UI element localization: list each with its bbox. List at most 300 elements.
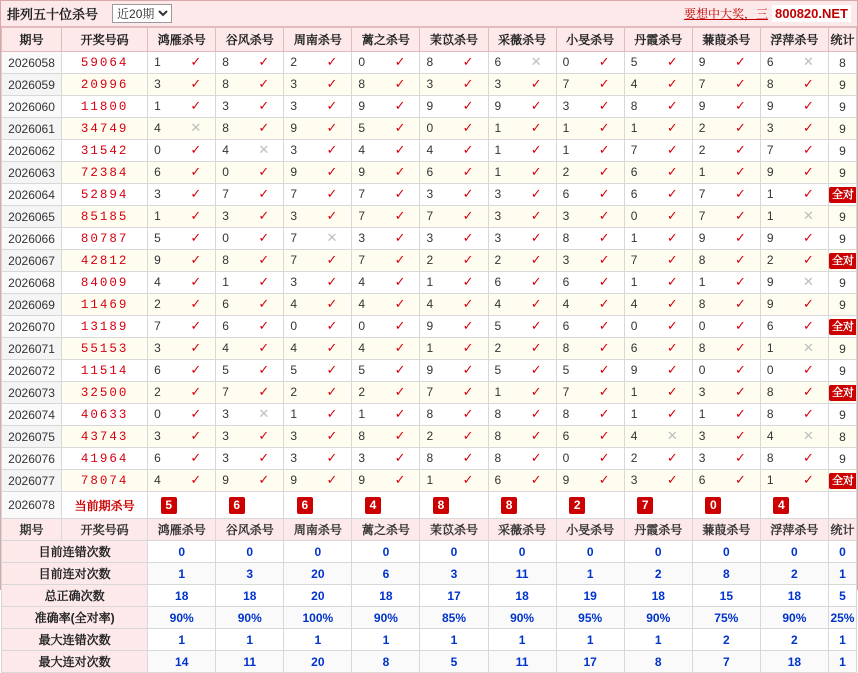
- stats-value: 90%: [488, 607, 556, 629]
- cell-kill-number: [760, 470, 828, 492]
- cell-kill-number: [216, 140, 284, 162]
- cell-kill-number: [488, 448, 556, 470]
- stats-total: 1: [828, 651, 856, 673]
- kill-number-value: 6: [562, 319, 570, 333]
- col-k6: 采薇杀号: [488, 28, 556, 52]
- check-icon: ✓: [190, 362, 202, 377]
- stats-value: 1: [556, 563, 624, 585]
- current-kill-badge: 8: [501, 497, 517, 514]
- cell-kill-number: [148, 338, 216, 360]
- stats-value: 3: [216, 563, 284, 585]
- check-icon: ✓: [734, 76, 746, 91]
- check-icon: ✓: [666, 142, 678, 157]
- stats-value: 17: [556, 651, 624, 673]
- table-row: [2, 140, 857, 162]
- kill-number-value: 8: [766, 385, 774, 399]
- cell-kill-number: [284, 360, 352, 382]
- stats-col-k9: 蒹葭杀号: [692, 519, 760, 541]
- stats-value: 5: [420, 651, 488, 673]
- cell-kill-number: [420, 316, 488, 338]
- cell-kill-number: [488, 272, 556, 294]
- kill-number-value: 7: [630, 143, 638, 157]
- check-icon: ✓: [394, 384, 406, 399]
- cell-kill-number: [284, 118, 352, 140]
- cell-draw-code: 34749: [62, 118, 148, 140]
- stats-col-k4: 蓠之杀号: [352, 519, 420, 541]
- kill-number-value: 7: [222, 187, 229, 201]
- cell-issue: 2026068: [2, 272, 62, 294]
- check-icon: ✓: [326, 120, 338, 135]
- kill-number-value: 8: [562, 231, 570, 245]
- kill-number-value: 4: [290, 297, 297, 311]
- cell-kill-number: [420, 118, 488, 140]
- check-icon: ✓: [598, 252, 610, 267]
- cell-kill-number: [216, 52, 284, 74]
- stats-value: 0: [420, 541, 488, 563]
- kill-number-value: 8: [562, 407, 570, 421]
- cell-kill-number: [488, 184, 556, 206]
- cell-kill-number: [420, 404, 488, 426]
- kill-number-value: 7: [426, 385, 434, 399]
- stats-value: 20: [284, 651, 352, 673]
- kill-number-value: 3: [290, 77, 297, 91]
- kill-number-value: 9: [698, 55, 706, 69]
- cell-kill-number: [284, 140, 352, 162]
- kill-number-value: 4: [426, 297, 434, 311]
- cross-icon: ✕: [258, 406, 270, 421]
- check-icon: ✓: [326, 252, 338, 267]
- kill-number-value: 9: [290, 473, 297, 487]
- check-icon: ✓: [530, 450, 542, 465]
- cell-kill-number: [760, 250, 828, 272]
- stats-total: 1: [828, 629, 856, 651]
- kill-number-value: 8: [222, 253, 229, 267]
- stats-value: 1: [352, 629, 420, 651]
- kill-number-value: 1: [630, 385, 638, 399]
- kill-number-value: 4: [290, 341, 297, 355]
- cell-draw-code: 11800: [62, 96, 148, 118]
- cell-kill-number: [420, 426, 488, 448]
- cell-kill-number: [284, 52, 352, 74]
- kill-number-value: 5: [290, 363, 297, 377]
- stats-value: 11: [216, 651, 284, 673]
- kill-number-value: 3: [290, 143, 297, 157]
- cell-issue: 2026066: [2, 228, 62, 250]
- stats-value: 18: [760, 585, 828, 607]
- stats-value: 19: [556, 585, 624, 607]
- cell-kill-number: [556, 140, 624, 162]
- stats-value: 8: [624, 651, 692, 673]
- kill-number-value: 9: [358, 165, 366, 179]
- cell-kill-number: [556, 338, 624, 360]
- cell-kill-number: [556, 316, 624, 338]
- cell-kill-number: [216, 294, 284, 316]
- cell-kill-number: [216, 338, 284, 360]
- kill-number-value: 9: [766, 231, 774, 245]
- kill-number-value: 0: [630, 319, 638, 333]
- cell-issue: 2026076: [2, 448, 62, 470]
- table-row: [2, 470, 857, 492]
- kill-number-value: 3: [290, 451, 297, 465]
- stats-col-k5: 茉苡杀号: [420, 519, 488, 541]
- check-icon: ✓: [598, 98, 610, 113]
- check-icon: ✓: [734, 362, 746, 377]
- kill-number-value: 3: [358, 231, 366, 245]
- stats-value: 95%: [556, 607, 624, 629]
- kill-number-value: 1: [154, 55, 161, 69]
- check-icon: ✓: [530, 98, 542, 113]
- check-icon: ✓: [462, 142, 474, 157]
- check-icon: ✓: [462, 318, 474, 333]
- check-icon: ✓: [394, 230, 406, 245]
- kill-number-value: 5: [358, 363, 366, 377]
- cell-draw-code: 32500: [62, 382, 148, 404]
- cross-icon: ✕: [530, 54, 542, 69]
- current-kill-badge: 2: [569, 497, 585, 514]
- kill-number-value: 8: [426, 407, 434, 421]
- kill-number-value: 9: [426, 319, 434, 333]
- check-icon: ✓: [598, 296, 610, 311]
- col-k3: 周南杀号: [284, 28, 352, 52]
- check-icon: ✓: [803, 252, 814, 267]
- cell-kill-number: [284, 206, 352, 228]
- cell-kill-number: [352, 338, 420, 360]
- cell-kill-number: [148, 140, 216, 162]
- cell-kill-number: [420, 360, 488, 382]
- stats-row: [2, 585, 857, 607]
- kill-number-value: 2: [154, 385, 161, 399]
- check-icon: ✓: [258, 164, 270, 179]
- all-correct-badge: 全对: [829, 187, 857, 203]
- table-row: [2, 184, 857, 206]
- kill-number-value: 7: [698, 77, 706, 91]
- kill-number-value: 7: [426, 209, 434, 223]
- kill-number-value: 3: [426, 187, 434, 201]
- stats-value: 11: [488, 563, 556, 585]
- cell-kill-number: [692, 382, 760, 404]
- cell-kill-number: [148, 118, 216, 140]
- cell-kill-number: [148, 404, 216, 426]
- cell-kill-number: [556, 382, 624, 404]
- check-icon: ✓: [666, 296, 678, 311]
- kill-number-value: 3: [562, 209, 570, 223]
- cell-kill-number: [488, 382, 556, 404]
- check-icon: ✓: [666, 274, 678, 289]
- kill-number-value: 1: [630, 231, 638, 245]
- check-icon: ✓: [326, 428, 338, 443]
- check-icon: ✓: [258, 362, 270, 377]
- cell-kill-number: [692, 140, 760, 162]
- kill-number-value: 6: [494, 55, 502, 69]
- kill-number-value: 1: [494, 165, 502, 179]
- stats-value: 2: [760, 629, 828, 651]
- table-row: [2, 250, 857, 272]
- cell-summary: 9: [828, 206, 856, 228]
- stats-col-k3: 周南杀号: [284, 519, 352, 541]
- check-icon: ✓: [803, 98, 814, 113]
- cell-kill-number: [284, 470, 352, 492]
- cell-kill-number: [760, 184, 828, 206]
- kill-number-value: 8: [494, 429, 502, 443]
- stats-value: 0: [556, 541, 624, 563]
- cell-kill-number: [760, 52, 828, 74]
- cell-kill-number: [352, 162, 420, 184]
- kill-number-value: 3: [698, 451, 706, 465]
- current-kill-cell: [692, 492, 760, 519]
- stats-row-label: 目前连错次数: [2, 541, 148, 563]
- check-icon: ✓: [190, 98, 202, 113]
- kill-number-value: 0: [154, 407, 161, 421]
- current-kill-badge: 4: [365, 497, 381, 514]
- cell-kill-number: [556, 294, 624, 316]
- kill-number-value: 3: [426, 77, 434, 91]
- kill-number-value: 9: [698, 99, 706, 113]
- header-row: [2, 28, 857, 52]
- kill-number-value: 9: [698, 231, 706, 245]
- stats-row-label: 目前连对次数: [2, 563, 148, 585]
- kill-number-value: 6: [698, 473, 706, 487]
- check-icon: ✓: [530, 318, 542, 333]
- check-icon: ✓: [394, 186, 406, 201]
- stats-total: 5: [828, 585, 856, 607]
- check-icon: ✓: [803, 230, 814, 245]
- cell-summary: 9: [828, 162, 856, 184]
- cell-kill-number: [556, 96, 624, 118]
- cell-kill-number: [284, 184, 352, 206]
- cell-kill-number: [624, 118, 692, 140]
- kill-number-value: 9: [358, 473, 366, 487]
- check-icon: ✓: [190, 274, 202, 289]
- cell-issue: 2026061: [2, 118, 62, 140]
- cell-summary: 9: [828, 404, 856, 426]
- kill-number-value: 8: [698, 253, 706, 267]
- cross-icon: ✕: [326, 230, 338, 245]
- cell-draw-code: 41964: [62, 448, 148, 470]
- kill-number-value: 7: [290, 187, 297, 201]
- cell-summary: [828, 470, 856, 492]
- cell-issue: 2026059: [2, 74, 62, 96]
- kill-number-value: 1: [494, 385, 502, 399]
- kill-number-value: 3: [494, 231, 502, 245]
- cross-icon: ✕: [803, 340, 814, 355]
- check-icon: ✓: [326, 384, 338, 399]
- cell-draw-code: 20996: [62, 74, 148, 96]
- check-icon: ✓: [190, 472, 202, 487]
- table-row: [2, 206, 857, 228]
- cell-kill-number: [148, 52, 216, 74]
- check-icon: ✓: [326, 406, 338, 421]
- cell-kill-number: [556, 426, 624, 448]
- period-select[interactable]: [112, 4, 172, 23]
- table-row: [2, 96, 857, 118]
- cell-kill-number: [148, 470, 216, 492]
- kill-number-value: 4: [630, 429, 638, 443]
- kill-number-value: 7: [562, 77, 570, 91]
- cell-kill-number: [352, 206, 420, 228]
- cell-draw-code: 13189: [62, 316, 148, 338]
- cell-draw-code: 84009: [62, 272, 148, 294]
- stats-row: [2, 563, 857, 585]
- check-icon: ✓: [530, 472, 542, 487]
- table-row: [2, 404, 857, 426]
- cell-kill-number: [760, 316, 828, 338]
- check-icon: ✓: [190, 252, 202, 267]
- stats-value: 20: [284, 585, 352, 607]
- current-kill-cell: [148, 492, 216, 519]
- cell-kill-number: [624, 448, 692, 470]
- check-icon: ✓: [190, 164, 202, 179]
- promo-link[interactable]: 要想中大奖，三: [683, 7, 768, 21]
- cell-kill-number: [692, 294, 760, 316]
- kill-number-value: 2: [290, 55, 297, 69]
- cell-kill-number: [692, 404, 760, 426]
- cell-kill-number: [760, 162, 828, 184]
- kill-number-value: 5: [154, 231, 161, 245]
- cross-icon: ✕: [190, 120, 202, 135]
- cell-draw-code: 43743: [62, 426, 148, 448]
- cell-kill-number: [420, 272, 488, 294]
- cell-kill-number: [284, 74, 352, 96]
- cross-icon: ✕: [803, 274, 814, 289]
- check-icon: ✓: [734, 230, 746, 245]
- check-icon: ✓: [462, 252, 474, 267]
- check-icon: ✓: [734, 186, 746, 201]
- check-icon: ✓: [530, 142, 542, 157]
- cell-summary: 9: [828, 96, 856, 118]
- check-icon: ✓: [462, 54, 474, 69]
- stats-value: 0: [624, 541, 692, 563]
- cell-kill-number: [216, 96, 284, 118]
- kill-number-value: 6: [562, 275, 570, 289]
- check-icon: ✓: [803, 76, 814, 91]
- stats-col-sum: 统计: [828, 519, 856, 541]
- check-icon: ✓: [530, 164, 542, 179]
- kill-number-value: 4: [766, 429, 774, 443]
- check-icon: ✓: [734, 318, 746, 333]
- kill-number-value: 2: [426, 253, 434, 267]
- cell-kill-number: [216, 360, 284, 382]
- stats-value: 85%: [420, 607, 488, 629]
- cell-issue: 2026069: [2, 294, 62, 316]
- kill-number-value: 6: [426, 165, 434, 179]
- check-icon: ✓: [530, 186, 542, 201]
- cell-summary: 9: [828, 272, 856, 294]
- kill-number-value: 1: [698, 275, 706, 289]
- cell-kill-number: [216, 118, 284, 140]
- check-icon: ✓: [326, 98, 338, 113]
- kill-number-value: 0: [426, 121, 434, 135]
- stats-col-k7: 小旻杀号: [556, 519, 624, 541]
- cell-issue: 2026074: [2, 404, 62, 426]
- kill-number-value: 1: [766, 187, 774, 201]
- kill-number-value: 8: [426, 55, 434, 69]
- kill-number-value: 1: [494, 143, 502, 157]
- check-icon: ✓: [666, 472, 678, 487]
- kill-number-value: 2: [358, 385, 366, 399]
- cell-kill-number: [216, 470, 284, 492]
- check-icon: ✓: [462, 164, 474, 179]
- cell-draw-code: 59064: [62, 52, 148, 74]
- current-summary-cell: [828, 492, 856, 519]
- cell-kill-number: [488, 206, 556, 228]
- stats-value: 0: [284, 541, 352, 563]
- kill-number-value: 8: [426, 451, 434, 465]
- check-icon: ✓: [598, 472, 610, 487]
- check-icon: ✓: [803, 384, 814, 399]
- check-icon: ✓: [598, 340, 610, 355]
- check-icon: ✓: [326, 274, 338, 289]
- stats-row: [2, 607, 857, 629]
- cell-summary: 8: [828, 52, 856, 74]
- cell-kill-number: [488, 228, 556, 250]
- current-kill-badge: 6: [297, 497, 313, 514]
- kill-number-value: 7: [630, 253, 638, 267]
- kill-number-value: 5: [630, 55, 638, 69]
- table-row: [2, 426, 857, 448]
- kill-number-value: 3: [222, 407, 229, 421]
- kill-number-value: 3: [698, 385, 706, 399]
- kill-number-value: 7: [562, 385, 570, 399]
- kill-number-value: 8: [630, 99, 638, 113]
- check-icon: ✓: [258, 208, 270, 223]
- check-icon: ✓: [598, 186, 610, 201]
- cell-kill-number: [760, 272, 828, 294]
- check-icon: ✓: [598, 384, 610, 399]
- cell-kill-number: [760, 96, 828, 118]
- kill-number-value: 3: [290, 429, 297, 443]
- kill-number-value: 3: [290, 209, 297, 223]
- cell-kill-number: [760, 448, 828, 470]
- cell-summary: 9: [828, 294, 856, 316]
- stats-value: 17: [420, 585, 488, 607]
- cell-kill-number: [148, 382, 216, 404]
- kill-number-value: 0: [698, 363, 706, 377]
- check-icon: ✓: [598, 362, 610, 377]
- col-k7: 小旻杀号: [556, 28, 624, 52]
- cell-summary: 9: [828, 74, 856, 96]
- check-icon: ✓: [530, 406, 542, 421]
- check-icon: ✓: [258, 340, 270, 355]
- check-icon: ✓: [598, 406, 610, 421]
- check-icon: ✓: [462, 120, 474, 135]
- check-icon: ✓: [803, 450, 814, 465]
- kill-number-value: 1: [290, 407, 297, 421]
- stats-total: 1: [828, 563, 856, 585]
- current-kill-badge: 4: [773, 497, 789, 514]
- cell-kill-number: [488, 74, 556, 96]
- stats-value: 18: [148, 585, 216, 607]
- kill-number-value: 9: [154, 253, 161, 267]
- kill-number-value: 1: [766, 209, 774, 223]
- check-icon: ✓: [258, 76, 270, 91]
- current-kill-cell: [624, 492, 692, 519]
- cell-kill-number: [624, 426, 692, 448]
- kill-number-value: 9: [766, 165, 774, 179]
- cell-kill-number: [216, 404, 284, 426]
- kill-number-value: 9: [766, 275, 774, 289]
- stats-col-k2: 谷风杀号: [216, 519, 284, 541]
- cell-kill-number: [420, 184, 488, 206]
- check-icon: ✓: [598, 76, 610, 91]
- kill-number-value: 1: [154, 99, 161, 113]
- stats-value: 0: [488, 541, 556, 563]
- kill-number-value: 2: [562, 165, 570, 179]
- cell-kill-number: [624, 140, 692, 162]
- cell-kill-number: [692, 338, 760, 360]
- cell-kill-number: [624, 228, 692, 250]
- kill-number-value: 4: [426, 143, 434, 157]
- kill-number-value: 1: [426, 341, 434, 355]
